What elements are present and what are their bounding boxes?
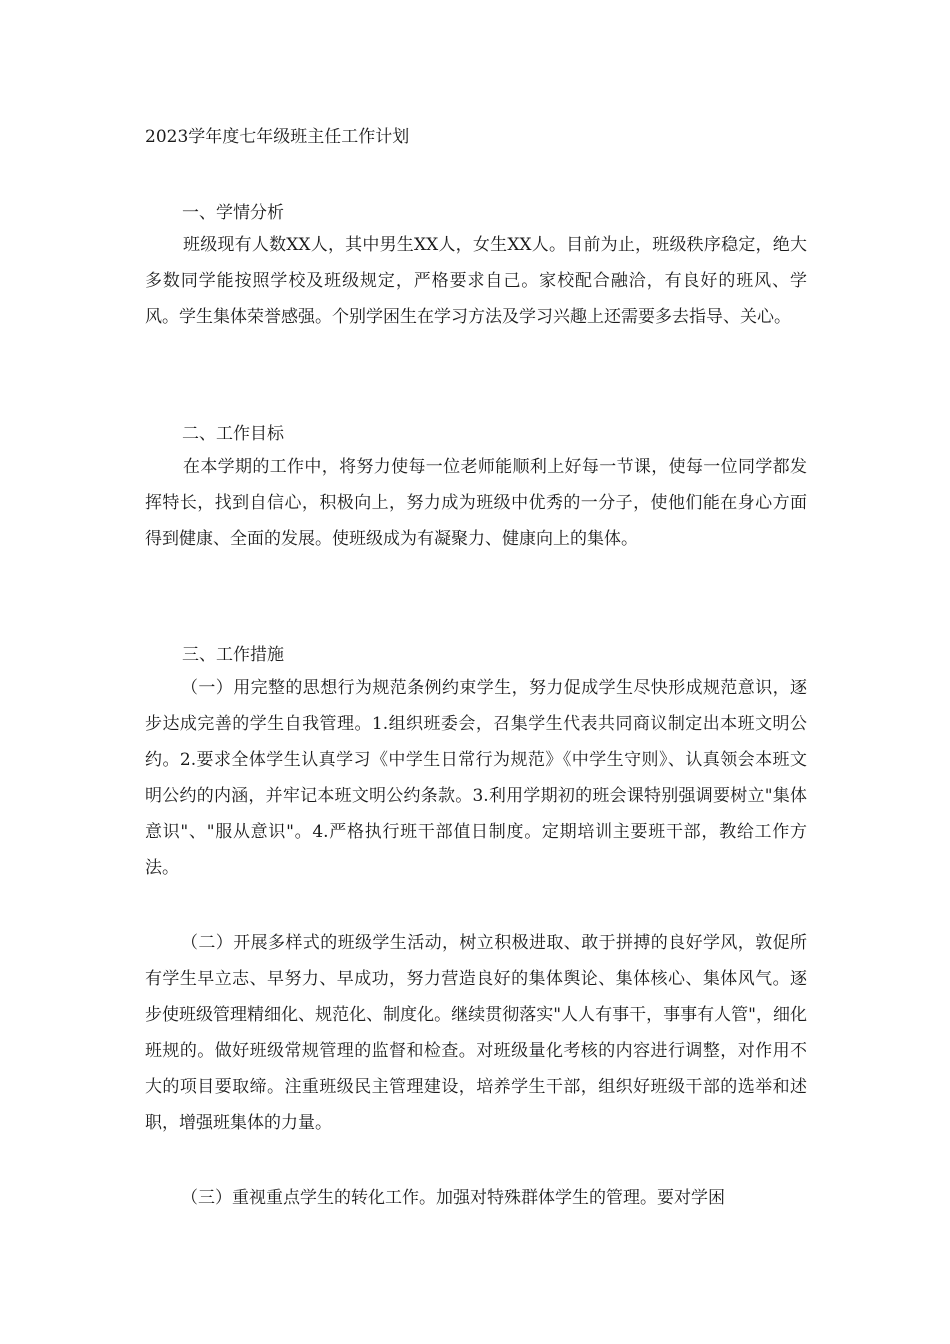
document-title: 2023学年度七年级班主任工作计划 [145,127,410,147]
section-heading-situation-analysis: 一、学情分析 [182,203,284,223]
section-paragraph-situation-analysis: 班级现有人数XX人，其中男生XX人，女生XX人。目前为止，班级秩序稳定，绝大多数同学能按照学校及班级规定，严格要求自己。家校配合融洽，有良好的班风、学风。学生集体荣誉感强。个别学困生在学习方法及学习兴趣上还需要多去指导、关心。 [145,235,807,327]
measure-paragraph-2: （二）开展多样式的班级学生活动，树立积极进取、敢于拼搏的良好学风，敦促所有学生早立志、早努力、早成功，努力营造良好的集体舆论、集体核心、集体风气。逐步使班级管理精细化、规范化、制度化。继续贯彻落实"人人有事干，事事有人管"，细化班规的。做好班级常规管理的监督和检查。对班级量化考核的内容进行调整，对作用不大的项目要取缔。注重班级民主管理建设，培养学生干部，组织好班级干部的选举和述职，增强班集体的力量。 [145,933,807,1133]
measure-paragraph-1: （一）用完整的思想行为规范条例约束学生，努力促成学生尽快形成规范意识，逐步达成完善的学生自我管理。1.组织班委会，召集学生代表共同商议制定出本班文明公约。2.要求全体学生认真学习《中学生日常行为规范》《中学生守则》、认真领会本班文明公约的内涵，并牢记本班文明公约条款。3.利用学期初的班会课特别强调要树立"集体意识"、"服从意识"。4.严格执行班干部值日制度。定期培训主要班干部，教给工作方法。 [145,678,807,878]
section-paragraph-work-goals: 在本学期的工作中，将努力使每一位老师能顺利上好每一节课，使每一位同学都发挥特长，找到自信心，积极向上，努力成为班级中优秀的一分子，使他们能在身心方面得到健康、全面的发展。使班级成为有凝聚力、健康向上的集体。 [145,457,807,549]
section-heading-work-goals: 二、工作目标 [182,424,284,444]
measure-paragraph-3: （三）重视重点学生的转化工作。加强对特殊群体学生的管理。要对学困 [181,1188,725,1208]
section-heading-work-measures: 三、工作措施 [182,645,284,665]
